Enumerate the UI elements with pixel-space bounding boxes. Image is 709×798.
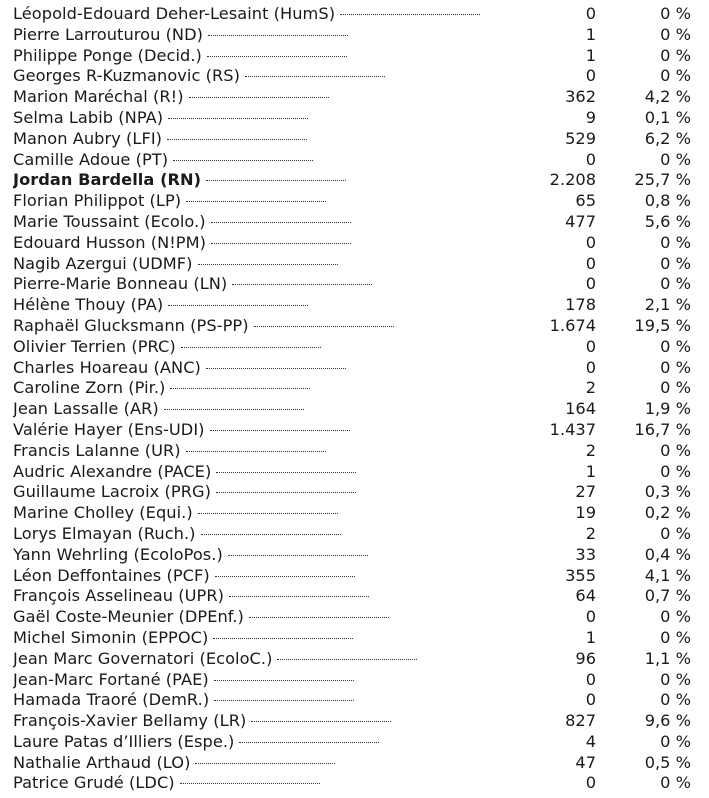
- dot-leader: [245, 76, 385, 77]
- candidate-name: Valérie Hayer (Ens-UDI): [13, 419, 205, 439]
- vote-percentage: 0 %: [660, 440, 691, 460]
- candidate-name: Léon Deffontaines (PCF): [13, 565, 210, 585]
- result-row: [0, 233, 709, 254]
- candidate-name: Charles Hoareau (ANC): [13, 357, 201, 377]
- result-row: [0, 586, 709, 607]
- vote-percentage: 0 %: [660, 149, 691, 169]
- result-row: [0, 711, 709, 732]
- vote-count: 65: [575, 191, 596, 211]
- candidate-name: Florian Philippot (LP): [13, 191, 182, 211]
- vote-percentage: 0,1 %: [644, 107, 691, 127]
- candidate-cell: [13, 108, 528, 129]
- candidate-name: Manon Aubry (LFI): [13, 128, 163, 148]
- candidate-name: Marie Toussaint (Ecolo.): [13, 211, 206, 231]
- candidate-name: Yann Wehrling (EcoloPos.): [13, 544, 223, 564]
- candidate-name: Olivier Terrien (PRC): [13, 336, 176, 356]
- candidate-name: Hamada Traoré (DemR.): [13, 690, 210, 710]
- candidate-cell: [13, 212, 528, 233]
- vote-count: 9: [585, 107, 596, 127]
- vote-percentage: 0 %: [660, 232, 691, 252]
- candidate-cell: [13, 524, 528, 545]
- vote-percentage: 0,4 %: [644, 544, 691, 564]
- candidate-cell: [13, 441, 528, 462]
- dot-leader: [207, 56, 347, 57]
- dot-leader: [181, 347, 321, 348]
- candidate-cell: [13, 337, 528, 358]
- candidate-cell: [13, 87, 528, 108]
- dot-leader: [180, 783, 320, 784]
- candidate-cell: [13, 732, 528, 753]
- result-row: [0, 254, 709, 275]
- dot-leader: [210, 430, 350, 431]
- vote-percentage: 1,1 %: [644, 648, 691, 668]
- candidate-cell: [13, 150, 528, 171]
- result-row: [0, 753, 709, 774]
- result-row: [0, 773, 709, 794]
- dot-leader: [186, 201, 326, 202]
- result-row: [0, 337, 709, 358]
- candidate-name: Nathalie Arthaud (LO): [13, 752, 191, 772]
- dot-leader: [251, 721, 391, 722]
- vote-count: 1: [585, 45, 596, 65]
- candidate-name: Patrice Grudé (LDC): [13, 773, 175, 793]
- result-row: [0, 191, 709, 212]
- vote-count: 64: [575, 586, 596, 606]
- candidate-cell: [13, 462, 528, 483]
- vote-percentage: 0,3 %: [644, 482, 691, 502]
- vote-percentage: 6,2 %: [644, 128, 691, 148]
- dot-leader: [232, 284, 372, 285]
- dot-leader: [173, 160, 313, 161]
- result-row: [0, 66, 709, 87]
- vote-percentage: 0,7 %: [644, 586, 691, 606]
- candidate-name: Gaël Coste-Meunier (DPEnf.): [13, 607, 244, 627]
- vote-count: 0: [585, 66, 596, 86]
- dot-leader: [208, 35, 348, 36]
- dot-leader: [211, 243, 351, 244]
- dot-leader: [170, 388, 310, 389]
- vote-count: 19: [575, 503, 596, 523]
- vote-count: 0: [585, 253, 596, 273]
- candidate-cell: [13, 4, 528, 25]
- result-row: [0, 87, 709, 108]
- vote-percentage: 0,5 %: [644, 752, 691, 772]
- vote-percentage: 0 %: [660, 627, 691, 647]
- result-row: [0, 545, 709, 566]
- result-row: [0, 607, 709, 628]
- vote-percentage: 0,2 %: [644, 503, 691, 523]
- vote-count: 355: [565, 565, 596, 585]
- vote-count: 2: [585, 440, 596, 460]
- candidate-name: Lorys Elmayan (Ruch.): [13, 523, 196, 543]
- candidate-cell: [13, 254, 528, 275]
- candidate-cell: [13, 649, 528, 670]
- vote-count: 2: [585, 523, 596, 543]
- vote-percentage: 0 %: [660, 24, 691, 44]
- dot-leader: [214, 700, 354, 701]
- dot-leader: [201, 534, 341, 535]
- vote-percentage: 0 %: [660, 253, 691, 273]
- candidate-name: Audric Alexandre (PACE): [13, 461, 212, 481]
- candidate-name: Jean Lassalle (AR): [13, 399, 159, 419]
- result-row: [0, 358, 709, 379]
- vote-count: 0: [585, 149, 596, 169]
- vote-count: 0: [585, 690, 596, 710]
- candidate-name: Michel Simonin (EPPOC): [13, 627, 209, 647]
- candidate-cell: [13, 191, 528, 212]
- candidate-cell: [13, 274, 528, 295]
- vote-count: 1.674: [549, 315, 596, 335]
- candidate-name: Pierre Larrouturou (ND): [13, 24, 203, 44]
- dot-leader: [254, 326, 394, 327]
- vote-percentage: 5,6 %: [644, 211, 691, 231]
- dot-leader: [211, 222, 351, 223]
- candidate-cell: [13, 295, 528, 316]
- result-row: [0, 129, 709, 150]
- dot-leader: [186, 451, 326, 452]
- vote-count: 0: [585, 357, 596, 377]
- vote-percentage: 0 %: [660, 274, 691, 294]
- candidate-cell: [13, 129, 528, 150]
- candidate-cell: [13, 566, 528, 587]
- vote-count: 33: [575, 544, 596, 564]
- result-row: [0, 462, 709, 483]
- vote-count: 2: [585, 378, 596, 398]
- vote-count: 164: [565, 399, 596, 419]
- dot-leader: [277, 659, 417, 660]
- candidate-cell: [13, 711, 528, 732]
- vote-percentage: 2,1 %: [644, 295, 691, 315]
- vote-percentage: 0 %: [660, 607, 691, 627]
- vote-percentage: 0 %: [660, 773, 691, 793]
- vote-count: 1.437: [549, 419, 596, 439]
- candidate-name: Guillaume Lacroix (PRG): [13, 482, 211, 502]
- result-row: [0, 295, 709, 316]
- result-row: [0, 420, 709, 441]
- dot-leader: [229, 596, 369, 597]
- dot-leader: [164, 409, 304, 410]
- candidate-cell: [13, 399, 528, 420]
- vote-percentage: 0 %: [660, 66, 691, 86]
- candidate-name: Selma Labib (NPA): [13, 107, 164, 127]
- candidate-cell: [13, 545, 528, 566]
- candidate-name: Nagib Azergui (UDMF): [13, 253, 193, 273]
- candidate-cell: [13, 420, 528, 441]
- candidate-cell: [13, 690, 528, 711]
- candidate-cell: [13, 586, 528, 607]
- vote-percentage: 0 %: [660, 378, 691, 398]
- candidate-cell: [13, 233, 528, 254]
- dot-leader: [189, 97, 329, 98]
- dot-leader: [214, 680, 354, 681]
- vote-percentage: 0 %: [660, 669, 691, 689]
- vote-percentage: 0 %: [660, 690, 691, 710]
- dot-leader: [206, 368, 346, 369]
- dot-leader: [198, 513, 338, 514]
- result-row: [0, 670, 709, 691]
- candidate-name: Laure Patas d’Illiers (Espe.): [13, 731, 235, 751]
- candidate-name: Léopold-Edouard Deher-Lesaint (HumS): [13, 4, 336, 23]
- dot-leader: [228, 555, 368, 556]
- vote-count: 827: [565, 711, 596, 731]
- candidate-cell: [13, 628, 528, 649]
- dot-leader: [206, 180, 346, 181]
- candidate-name: Marion Maréchal (R!): [13, 87, 184, 107]
- vote-count: 0: [585, 274, 596, 294]
- vote-percentage: 0,8 %: [644, 191, 691, 211]
- candidate-cell: [13, 607, 528, 628]
- candidate-cell: [13, 25, 528, 46]
- vote-count: 0: [585, 232, 596, 252]
- vote-count: 47: [575, 752, 596, 772]
- vote-percentage: 9,6 %: [644, 711, 691, 731]
- result-row: [0, 4, 709, 25]
- dot-leader: [168, 118, 308, 119]
- result-row: [0, 503, 709, 524]
- dot-leader: [239, 742, 379, 743]
- candidate-cell: [13, 773, 528, 794]
- candidate-name: Edouard Husson (N!PM): [13, 232, 206, 252]
- result-row: [0, 566, 709, 587]
- dot-leader: [198, 264, 338, 265]
- vote-count: 477: [565, 211, 596, 231]
- vote-percentage: 4,1 %: [644, 565, 691, 585]
- vote-percentage: 0 %: [660, 45, 691, 65]
- result-row: [0, 441, 709, 462]
- candidate-name: Philippe Ponge (Decid.): [13, 45, 202, 65]
- candidate-cell: [13, 503, 528, 524]
- result-row: [0, 732, 709, 753]
- vote-percentage: 25,7 %: [634, 170, 691, 190]
- candidate-cell: [13, 170, 528, 191]
- result-row: [0, 274, 709, 295]
- vote-count: 0: [585, 773, 596, 793]
- vote-count: 178: [565, 295, 596, 315]
- result-row: [0, 649, 709, 670]
- vote-count: 1: [585, 627, 596, 647]
- candidate-cell: [13, 753, 528, 774]
- vote-percentage: 19,5 %: [634, 315, 691, 335]
- vote-percentage: 16,7 %: [634, 419, 691, 439]
- dot-leader: [213, 638, 353, 639]
- vote-count: 0: [585, 4, 596, 23]
- vote-percentage: 0 %: [660, 336, 691, 356]
- vote-count: 1: [585, 461, 596, 481]
- candidate-name: Jean-Marc Fortané (PAE): [13, 669, 209, 689]
- result-row: [0, 150, 709, 171]
- vote-count: 529: [565, 128, 596, 148]
- vote-count: 4: [585, 731, 596, 751]
- candidate-name: Jordan Bardella (RN): [13, 170, 202, 190]
- dot-leader: [215, 576, 355, 577]
- candidate-name: Hélène Thouy (PA): [13, 295, 164, 315]
- vote-percentage: 0 %: [660, 731, 691, 751]
- vote-percentage: 0 %: [660, 357, 691, 377]
- candidate-cell: [13, 316, 528, 337]
- dot-leader: [249, 617, 389, 618]
- candidate-name: Francis Lalanne (UR): [13, 440, 181, 460]
- vote-percentage: 0 %: [660, 461, 691, 481]
- candidate-name: Camille Adoue (PT): [13, 149, 169, 169]
- result-row: [0, 378, 709, 399]
- dot-leader: [168, 305, 308, 306]
- dot-leader: [216, 492, 356, 493]
- candidate-cell: [13, 46, 528, 67]
- candidate-name: Caroline Zorn (Pir.): [13, 378, 166, 398]
- candidate-name: Georges R-Kuzmanovic (RS): [13, 66, 240, 86]
- vote-percentage: 4,2 %: [644, 87, 691, 107]
- result-row: [0, 524, 709, 545]
- result-row: [0, 25, 709, 46]
- result-row: [0, 399, 709, 420]
- dot-leader: [340, 14, 480, 15]
- candidate-cell: [13, 358, 528, 379]
- vote-count: 2.208: [549, 170, 596, 190]
- candidate-name: Marine Cholley (Equi.): [13, 503, 193, 523]
- result-row: [0, 628, 709, 649]
- vote-count: 0: [585, 607, 596, 627]
- vote-percentage: 1,9 %: [644, 399, 691, 419]
- result-row: [0, 108, 709, 129]
- vote-count: 1: [585, 24, 596, 44]
- dot-leader: [216, 472, 356, 473]
- candidate-cell: [13, 670, 528, 691]
- candidate-name: François Asselineau (UPR): [13, 586, 225, 606]
- candidate-name: Jean Marc Governatori (EcoloC.): [13, 648, 273, 668]
- vote-count: 0: [585, 336, 596, 356]
- dot-leader: [167, 139, 307, 140]
- candidate-name: François-Xavier Bellamy (LR): [13, 711, 247, 731]
- candidate-name: Raphaël Glucksmann (PS-PP): [13, 315, 249, 335]
- vote-percentage: 0 %: [660, 523, 691, 543]
- result-row: [0, 690, 709, 711]
- result-row: [0, 46, 709, 67]
- vote-count: 27: [575, 482, 596, 502]
- result-row: [0, 316, 709, 337]
- candidate-cell: [13, 482, 528, 503]
- result-row: [0, 482, 709, 503]
- candidate-cell: [13, 66, 528, 87]
- candidate-name: Pierre-Marie Bonneau (LN): [13, 274, 228, 294]
- result-row: [0, 170, 709, 191]
- vote-count: 0: [585, 669, 596, 689]
- vote-count: 96: [575, 648, 596, 668]
- vote-count: 362: [565, 87, 596, 107]
- dot-leader: [195, 763, 335, 764]
- candidate-cell: [13, 378, 528, 399]
- result-row: [0, 212, 709, 233]
- vote-percentage: 0 %: [660, 4, 691, 23]
